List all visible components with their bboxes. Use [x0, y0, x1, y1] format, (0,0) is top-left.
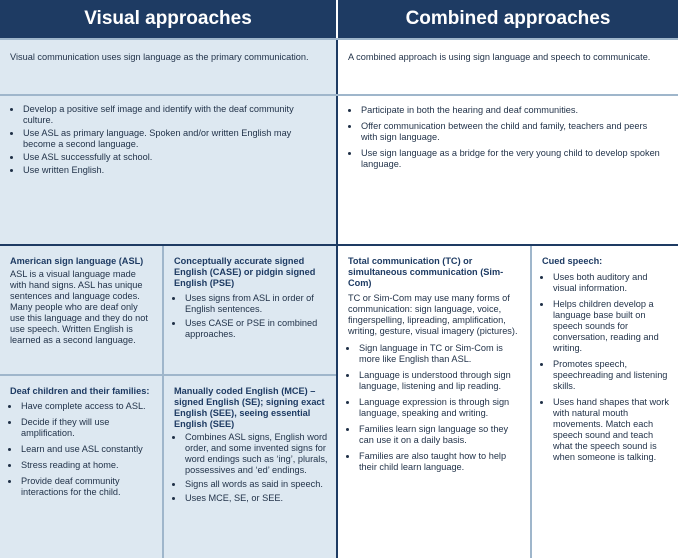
list-item: • Use ASL as primary language. Spoken and/or written English may become a second language.	[22, 128, 322, 150]
deaf-children-title: Deaf children and their families:	[10, 386, 150, 396]
list-item: • Uses signs from ASL in order of English sentences.	[184, 293, 328, 315]
list-item: • Use sign language as a bridge for the very young child to develop spoken language.	[360, 148, 664, 170]
case-title: Conceptually accurate signed English (CASE) or pidgin signed English (PSE)	[174, 256, 316, 288]
mce-section	[164, 376, 336, 558]
list-item: • Language expression is through sign language, speaking and writing.	[358, 397, 522, 419]
list-item: • Helps children develop a language base built on speech sounds for conversation, reading and writing.	[552, 299, 670, 354]
mce-list	[174, 432, 328, 504]
combined-goals	[338, 96, 678, 244]
cued-title: Cued speech:	[542, 256, 603, 266]
visual-approaches-header	[0, 0, 336, 38]
asl-section	[0, 246, 162, 374]
total-communication-section	[338, 246, 530, 558]
list-item: • Use ASL successfully at school.	[22, 152, 322, 163]
combined-intro-text: A combined approach is using sign language and speech to communicate.	[348, 52, 651, 62]
deaf-children-section	[0, 376, 162, 558]
list-item: • Uses MCE, SE, or SEE.	[184, 493, 328, 504]
list-item: • Families are also taught how to help their child learn language.	[358, 451, 522, 473]
visual-goals-list	[12, 104, 322, 176]
list-item: • Provide deaf community interactions for the child.	[20, 476, 154, 498]
list-item: • Uses CASE or PSE in combined approaches.	[184, 318, 328, 340]
combined-goals-list	[350, 105, 664, 170]
tc-title: Total communication (TC) or simultaneous communication (Sim-Com)	[348, 256, 504, 288]
list-item: • Sign language in TC or Sim-Com is more like English than ASL.	[358, 343, 522, 365]
visual-goals	[0, 96, 336, 244]
header-divider	[336, 0, 338, 38]
mce-title: Manually coded English (MCE) – signed English (SE); signing exact English (SEE), seeing essential English (SEE)	[174, 386, 325, 429]
list-item: • Have complete access to ASL.	[20, 401, 154, 412]
tc-body: TC or Sim-Com may use many forms of communication: sign language, voice, fingerspelling, lipreading, amplification, writing, gesture, visual imagery (pictures).	[348, 293, 518, 336]
list-item: • Stress reading at home.	[20, 460, 154, 471]
combined-sub-divider	[530, 246, 532, 558]
combined-intro	[338, 40, 678, 94]
list-item: • Signs all words as said in speech.	[184, 479, 328, 490]
list-item: • Promotes speech, speechreading and listening skills.	[552, 359, 670, 392]
list-item: • Uses both auditory and visual information.	[552, 272, 670, 294]
cued-list	[542, 272, 670, 463]
list-item: • Participate in both the hearing and deaf communities.	[360, 105, 664, 116]
list-item: • Language is understood through sign language, listening and lip reading.	[358, 370, 522, 392]
case-section	[164, 246, 336, 374]
tc-list	[348, 343, 522, 473]
visual-header-text: Visual approaches	[84, 8, 252, 29]
asl-title: American sign language (ASL)	[10, 256, 144, 266]
deaf-children-list	[10, 401, 154, 498]
center-divider	[336, 38, 338, 558]
row-divider-3	[0, 374, 336, 376]
cued-speech-section	[532, 246, 678, 558]
asl-body: ASL is a visual language made with hand signs. ASL has unique sentences and language codes. Many people who are deaf only use this language and they do not use speech. Written English is learned as a second language.	[10, 269, 148, 345]
list-item: • Use written English.	[22, 165, 322, 176]
combined-header-text: Combined approaches	[405, 8, 611, 29]
case-list	[174, 293, 328, 340]
row-divider-1	[0, 94, 678, 96]
list-item: • Learn and use ASL constantly	[20, 444, 154, 455]
header-underline	[0, 38, 678, 40]
list-item: • Families learn sign language so they can use it on a daily basis.	[358, 424, 522, 446]
visual-intro-text: Visual communication uses sign language as the primary communication.	[10, 52, 309, 62]
list-item: • Offer communication between the child and family, teachers and peers with sign language.	[360, 121, 664, 143]
visual-sub-divider	[162, 246, 164, 558]
visual-intro	[0, 40, 336, 94]
list-item: • Decide if they will use amplification.	[20, 417, 154, 439]
list-item: • Combines ASL signs, English word order, and some invented signs for word endings such as ‘ing’, plurals, possessives and ‘ed’ endings.	[184, 432, 328, 476]
list-item: • Uses hand shapes that work with natural mouth movements. Match each speech sound and teach what the speech sound is when someone is talking.	[552, 397, 670, 463]
combined-approaches-header	[338, 0, 678, 38]
row-divider-2	[0, 244, 678, 246]
list-item: • Develop a positive self image and identify with the deaf community culture.	[22, 104, 322, 126]
